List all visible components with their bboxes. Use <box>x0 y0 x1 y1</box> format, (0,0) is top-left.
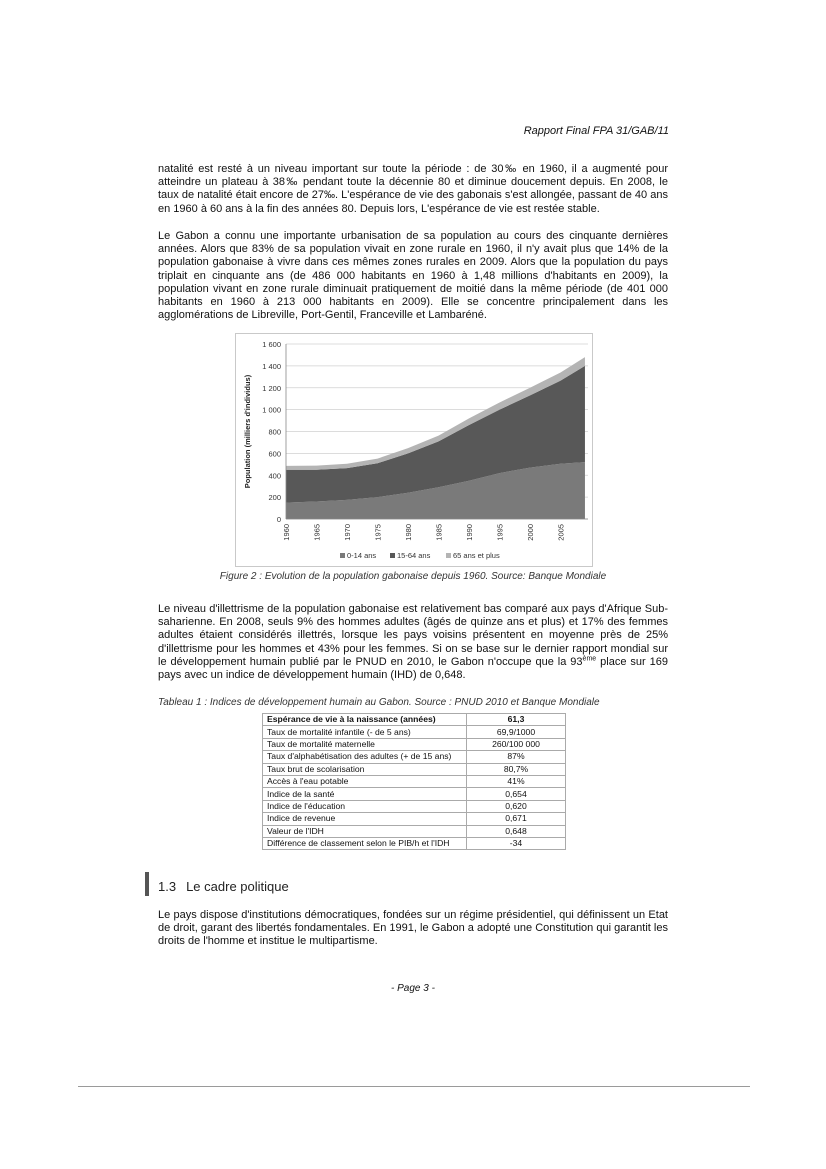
table-cell-label: Espérance de vie à la naissance (années) <box>263 714 467 726</box>
table-cell-value: 0,654 <box>467 788 566 800</box>
table-row <box>263 714 566 726</box>
paragraph-cadre-politique: Le pays dispose d'institutions démocratiques, fondées sur un régime présidentiel, qui définissent un Etat de droit, garant des libertés fondamentales. En 1991, le Gabon a adopté une Constitution qui garantit les droits de l'homme et institue le multipartisme. <box>158 909 668 948</box>
table-cell-label: Taux de mortalité maternelle <box>263 738 467 750</box>
table-row <box>263 763 566 775</box>
table-row <box>263 800 566 812</box>
table-cell-label: Indice de l'éducation <box>263 800 467 812</box>
table-cell-value: 0,671 <box>467 813 566 825</box>
x-tick-label: 1985 <box>434 524 444 541</box>
table-caption: Tableau 1 : Indices de développement humain au Gabon. Source : PNUD 2010 et Banque Mondiale <box>158 697 600 708</box>
y-tick-label: 1 600 <box>262 340 281 349</box>
paragraph-natalite: natalité est resté à un niveau important sur toute la période : de 30‰ en 1960, il a augmenté pour atteindre un plateau à 38‰ pendant toute la décennie 80 et diminue doucement depuis. En 2008, le taux de natalité était encore de 27‰. L'espérance de vie des gabonais s'est allongée, passant de 40 ans en 1960 à 60 ans à la fin des années 80. Depuis lors, L'espérance de vie est restée stable. <box>158 163 668 215</box>
paragraph-urbanisation: Le Gabon a connu une importante urbanisation de sa population au cours des cinquante dernières années. Alors que 83% de sa population vivait en zone rurale en 1960, il n'y avait plus que 14% de la population gabonaise à vivre dans ces mêmes zones rurales en 2009. Alors que la population du pays triplait en cinquante ans (de 486 000 habitants en 1960 à 1,48 millions d'habitants en 2009), la population vivant en zone rurale diminuait pratiquement de moitié dans la même période (de 401 000 habitants en 1960 à 213 000 habitants en 2009). Elle se concentre principalement dans les agglomérations de Libreville, Port-Gentil, Franceville et Lambaréné. <box>158 230 668 322</box>
legend-swatch <box>340 553 345 558</box>
table-cell-value: 0,620 <box>467 800 566 812</box>
legend-label: 65 ans et plus <box>453 551 500 560</box>
y-tick-label: 1 000 <box>262 405 281 415</box>
figure-caption: Figure 2 : Evolution de la population gabonaise depuis 1960. Source: Banque Mondiale <box>219 571 607 582</box>
table-cell-value: 87% <box>467 751 566 763</box>
x-tick-label: 1960 <box>282 524 291 541</box>
population-chart-svg <box>236 334 592 566</box>
idh-table <box>262 713 566 850</box>
table-row <box>263 813 566 825</box>
legend-label: 15-64 ans <box>397 551 431 560</box>
y-tick-label: 800 <box>268 427 281 437</box>
table-row <box>263 788 566 800</box>
y-tick-label: 200 <box>268 493 281 503</box>
table-row <box>263 837 566 849</box>
section-marker <box>145 872 149 896</box>
table-row <box>263 775 566 787</box>
footer-rule <box>78 1086 750 1087</box>
x-tick-label: 2000 <box>526 524 536 541</box>
y-axis-label: Population (milliers d'individus) <box>243 374 252 489</box>
section-number: 1.3 <box>158 879 177 894</box>
table-cell-value: 80,7% <box>467 763 566 775</box>
table-cell-label: Taux de mortalité infantile (- de 5 ans) <box>263 726 467 738</box>
x-tick-label: 1995 <box>495 524 505 541</box>
table-cell-value: 0,648 <box>467 825 566 837</box>
population-chart <box>235 333 593 567</box>
report-header: Rapport Final FPA 31/GAB/11 <box>523 125 669 137</box>
y-tick-label: 1 200 <box>262 383 281 393</box>
y-tick-label: 600 <box>268 449 281 459</box>
table-row <box>263 825 566 837</box>
legend-swatch <box>446 553 451 558</box>
table-cell-value: 69,9/1000 <box>467 726 566 738</box>
legend-swatch <box>390 553 395 558</box>
table-cell-label: Taux d'alphabétisation des adultes (+ de 15 ans) <box>263 751 467 763</box>
section-title: Le cadre politique <box>186 879 289 894</box>
y-tick-label: 0 <box>276 515 281 524</box>
table-cell-label: Valeur de l'IDH <box>263 825 467 837</box>
paragraph-illettrisme-end: place sur 169 pays avec un indice de développement humain (IHD) de 0,648. <box>158 655 668 682</box>
y-tick-label: 1 400 <box>262 361 281 371</box>
x-tick-label: 1980 <box>404 524 414 541</box>
page-number: - Page 3 - <box>391 983 435 994</box>
table-row <box>263 726 566 738</box>
table-row <box>263 738 566 750</box>
table-cell-label: Indice de la santé <box>263 788 467 800</box>
x-tick-label: 1990 <box>465 524 475 541</box>
table-cell-label: Indice de revenue <box>263 813 467 825</box>
paragraph-illettrisme <box>158 603 668 682</box>
table-cell-label: Accès à l'eau potable <box>263 775 467 787</box>
x-tick-label: 1965 <box>312 524 322 541</box>
table-cell-value: -34 <box>467 837 566 849</box>
legend-label: 0-14 ans <box>347 551 377 560</box>
x-tick-label: 1975 <box>373 524 383 541</box>
x-tick-label: 1970 <box>343 524 353 541</box>
y-tick-label: 400 <box>268 471 281 481</box>
ordinal-superscript: ème <box>582 655 597 663</box>
table-cell-value: 41% <box>467 775 566 787</box>
table-cell-value: 260/100 000 <box>467 738 566 750</box>
x-tick-label: 2005 <box>556 524 566 541</box>
table-cell-label: Taux brut de scolarisation <box>263 763 467 775</box>
table-cell-label: Différence de classement selon le PIB/h et l'IDH <box>263 837 467 849</box>
table-cell-value: 61,3 <box>467 714 566 726</box>
paragraph-illettrisme-main: Le niveau d'illettrisme de la population gabonaise est relativement bas comparé aux pays d'Afrique Sub-saharienne. En 2008, seuls 9% des hommes adultes (âgés de quinze ans et plus) et 17% des femmes adultes étaient considérés illettrés, lorsque les pays voisins présentent en moyenne près de 25% d'illettrisme pour les hommes et 43% pour les femmes. Si on se base sur le dernier rapport mondial sur le développement humain publié par le PNUD en 2010, le Gabon n'occupe que la 93 <box>158 603 668 668</box>
section-heading <box>158 879 289 894</box>
table-row <box>263 751 566 763</box>
